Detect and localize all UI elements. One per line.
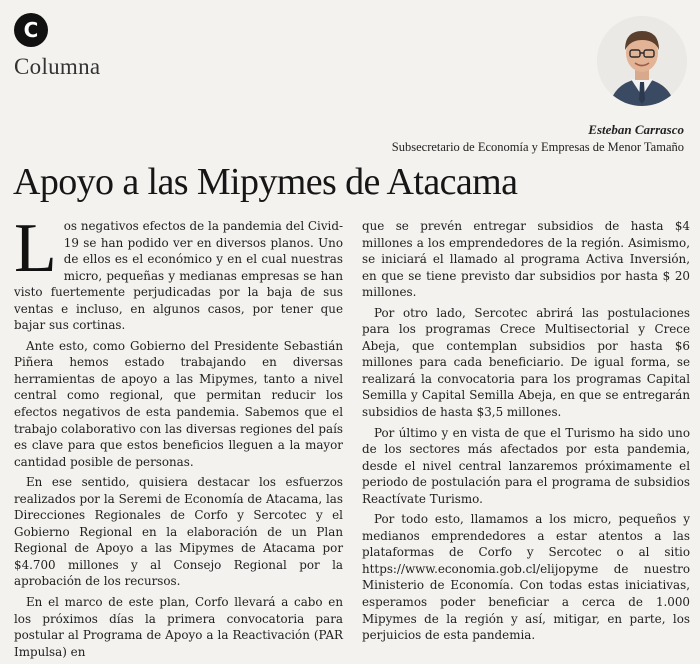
author-name: Esteban Carrasco — [588, 122, 684, 137]
paragraph-7: Por todo esto, llamamos a los micro, pequeños y medianos emprendedores a estar atentos a las plataformas de Corfo y Sercotec o al sitio https://www.economia.gob.cl/elijopyme de nuestro Ministerio de Economía. Con todas estas iniciativas, esperamos poder beneficiar a cerca de 1.000 Mipymes de la región y así, mitigar, en parte, los perjuicios de esta pandemia. — [362, 512, 690, 643]
drop-cap: L — [14, 210, 57, 287]
author-portrait-icon — [597, 16, 687, 106]
paragraph-4-start: En el marco de este plan, Corfo llevará a cabo en los próximos días la primera convocatoria para postular al Programa de Apoyo a la Reactivación (PAR Impulsa) en — [14, 595, 343, 659]
author-photo — [597, 16, 687, 106]
paragraph-4-end: que se prevén entregar subsidios de hasta $4 millones a los emprendedores de la región. Asimismo, se iniciará el llamado al programa Activa Inversión, en que se tiene previsto dar subsidios por hasta $ 20 millones. — [362, 219, 690, 300]
column-logo-icon: C — [14, 13, 48, 47]
paragraph-5: Por otro lado, Sercotec abrirá las postulaciones para los programas Crece Multisectorial y Crece Abeja, que contemplan subsidios por hasta $6 millones para cada beneficiario. De igual forma, se realizará la convocatoria para los programas Capital Semilla y Capital Semilla Abeja, en que se entregarán subsidios de hasta $3,5 millones. — [362, 305, 690, 420]
article-column-left — [14, 210, 343, 664]
article-column-right — [362, 218, 690, 648]
headline: Apoyo a las Mipymes de Atacama — [13, 161, 518, 203]
paragraph-3: En ese sentido, quisiera destacar los esfuerzos realizados por la Seremi de Economía de Atacama, las Direcciones Regionales de Corfo y Sercotec y el Gobierno Regional en la elaboración de un Plan Regional de Apoyo a las Mipymes de Atacama por $4.700 millones y al Consejo Regional por la aprobación de los recursos. — [14, 475, 343, 589]
section-label: Columna — [14, 54, 101, 79]
paragraph-1 — [14, 210, 343, 334]
paragraph-6: Por último y en vista de que el Turismo ha sido uno de los sectores más afectados por esta pandemia, desde el nivel central lanzaremos próximamente el periodo de postulación para el programa de subsidios Reactívate Turismo. — [362, 425, 690, 506]
paragraph-2: Ante esto, como Gobierno del Presidente Sebastián Piñera hemos estado trabajando en diversas herramientas de apoyo a las Mipymes, tanto a nivel central como regional, que permitan reducir los efectos negativos de esta pandemia. Sabemos que el trabajo colaborativo con las diversas regiones del país es clave para que estos beneficios lleguen a la mayor cantidad posible de personas. — [14, 338, 343, 469]
paragraph-1-text: os negativos efectos de la pandemia del Civid-19 se han podido ver en diversos planos. Uno de ellos es el económico y en el cual nuestras micro, pequeñas y medianas empresas se han visto fuertemente perjudicadas por la baja de sus ventas e incluso, en algunos casos, por tener que bajar sus cortinas. — [14, 219, 343, 333]
author-role: Subsecretario de Economía y Empresas de Menor Tamaño — [391, 140, 684, 154]
